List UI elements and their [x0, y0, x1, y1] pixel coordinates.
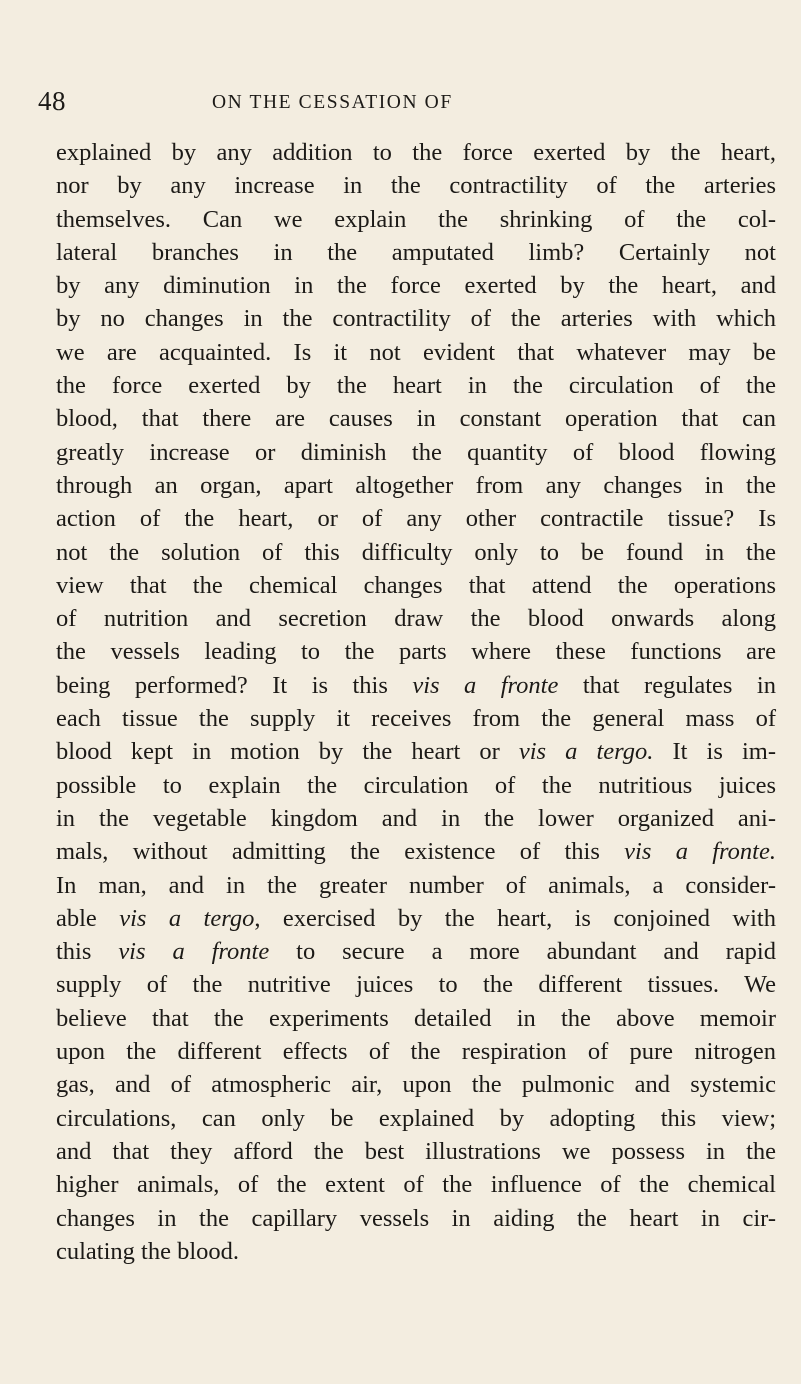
text-line: able vis a tergo, exercised by the heart, is conjoined with — [56, 904, 776, 932]
text-line: the vessels leading to the parts where these functions are — [56, 638, 776, 666]
text-line: each tissue the supply it receives from the general mass of — [56, 705, 776, 733]
italic-latin-term: vis a fronte — [412, 671, 559, 699]
text-line: greatly increase or diminish the quantity of blood flowing — [56, 438, 776, 466]
text-line: mals, without admitting the existence of this vis a fronte. — [56, 838, 776, 866]
text-line: In man, and in the greater number of animals, a consider- — [56, 871, 776, 899]
italic-latin-term: vis a tergo — [119, 904, 255, 932]
text-line: the force exerted by the heart in the circulation of the — [56, 372, 776, 400]
italic-latin-term: vis a fronte — [118, 938, 270, 966]
text-line: and that they afford the best illustrations we possess in the — [56, 1137, 776, 1165]
text-line: by any diminution in the force exerted by the heart, and — [56, 272, 776, 300]
text-line: gas, and of atmospheric air, upon the pulmonic and systemic — [56, 1071, 776, 1099]
text-line: blood kept in motion by the heart or vis a tergo. It is im- — [56, 738, 776, 766]
italic-latin-term: vis a fronte. — [624, 838, 776, 866]
text-line: supply of the nutritive juices to the different tissues. We — [56, 971, 776, 999]
text-line: circulations, can only be explained by adopting this view; — [56, 1104, 776, 1132]
text-line: this vis a fronte to secure a more abundant and rapid — [56, 938, 776, 966]
text-line: in the vegetable kingdom and in the lower organized ani- — [56, 804, 776, 832]
text-line: being performed? It is this vis a fronte that regulates in — [56, 671, 776, 699]
text-line: view that the chemical changes that attend the operations — [56, 571, 776, 599]
page-number: 48 — [38, 86, 66, 116]
text-line: not the solution of this difficulty only to be found in the — [56, 538, 776, 566]
text-line: believe that the experiments detailed in the above memoir — [56, 1004, 776, 1032]
running-head: ON THE CESSATION OF — [212, 92, 453, 113]
text-line: blood, that there are causes in constant operation that can — [56, 405, 776, 433]
text-line: of nutrition and secretion draw the blood onwards along — [56, 605, 776, 633]
body-text — [56, 136, 776, 1268]
text-line: themselves. Can we explain the shrinking of the col- — [56, 205, 776, 233]
text-line: action of the heart, or of any other contractile tissue? Is — [56, 505, 776, 533]
text-line: upon the different effects of the respiration of pure nitrogen — [56, 1038, 776, 1066]
text-line: we are acquainted. Is it not evident that whatever may be — [56, 338, 776, 366]
text-line: nor by any increase in the contractility of the arteries — [56, 172, 776, 200]
text-line: through an organ, apart altogether from any changes in the — [56, 471, 776, 499]
text-line: by no changes in the contractility of the arteries with which — [56, 305, 776, 333]
text-line: changes in the capillary vessels in aiding the heart in cir- — [56, 1204, 776, 1232]
italic-latin-term: vis a tergo. — [518, 738, 654, 766]
text-line: higher animals, of the extent of the influence of the chemical — [56, 1171, 776, 1199]
text-line: explained by any addition to the force exerted by the heart, — [56, 139, 776, 166]
text-line: possible to explain the circulation of the nutritious juices — [56, 771, 776, 799]
text-line: culating the blood. — [56, 1237, 240, 1265]
text-line: lateral branches in the amputated limb? Certainly not — [56, 238, 776, 266]
